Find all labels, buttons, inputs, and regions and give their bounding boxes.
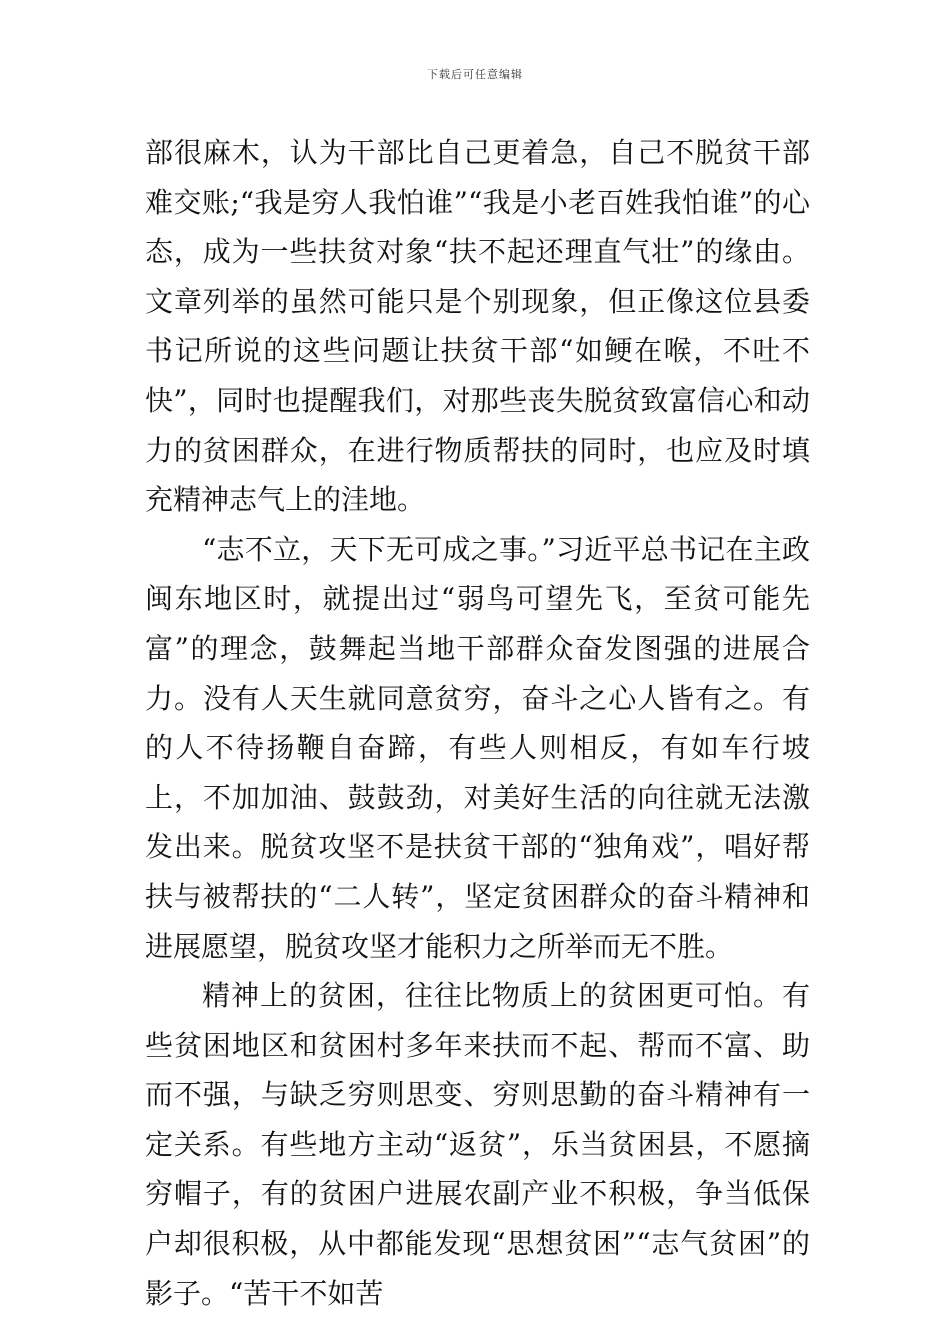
paragraph-continued: 部很麻木，认为干部比自己更着急，自己不脱贫干部难交账;“我是穷人我怕谁”“我是小老百姓我怕谁”的心态，成为一些扶贫对象“扶不起还理直气壮”的缘由。文章列举的虽然可能只是个别现象，但正像这位县委书记所说的这些问题让扶贫干部“如鲠在喉，不吐不快”，同时也提醒我们，对那些丧失脱贫致富信心和动力的贫困群众，在进行物质帮扶的同时，也应及时填充精神志气上的洼地。 bbox=[145, 136, 810, 517]
body-text bbox=[145, 128, 810, 1318]
paragraph: 精神上的贫困，往往比物质上的贫困更可怕。有些贫困地区和贫困村多年来扶而不起、帮而不富、助而不强，与缺乏穷则思变、穷则思勤的奋斗精神有一定关系。有些地方主动“返贫”，乐当贫困县，不愿摘穷帽子，有的贫困户进展农副产业不积极，争当低保户却很积极，从中都能发现“思想贫困”“志气贫困”的影子。“苦干不如苦 bbox=[145, 979, 810, 1310]
paragraph: “志不立，天下无可成之事。”习近平总书记在主政闽东地区时，就提出过“弱鸟可望先飞，至贫可能先富”的理念，鼓舞起当地干部群众奋发图强的进展合力。没有人天生就同意贫穷，奋斗之心人皆有之。有的人不待扬鞭自奋蹄，有些人则相反，有如车行坡上，不加加油、鼓鼓劲，对美好生活的向往就无法激发出来。脱贫攻坚不是扶贫干部的“独角戏”，唱好帮扶与被帮扶的“二人转”，坚定贫困群众的奋斗精神和进展愿望，脱贫攻坚才能积力之所举而无不胜。 bbox=[145, 532, 810, 963]
header-note: 下载后可任意编辑 bbox=[427, 68, 523, 81]
